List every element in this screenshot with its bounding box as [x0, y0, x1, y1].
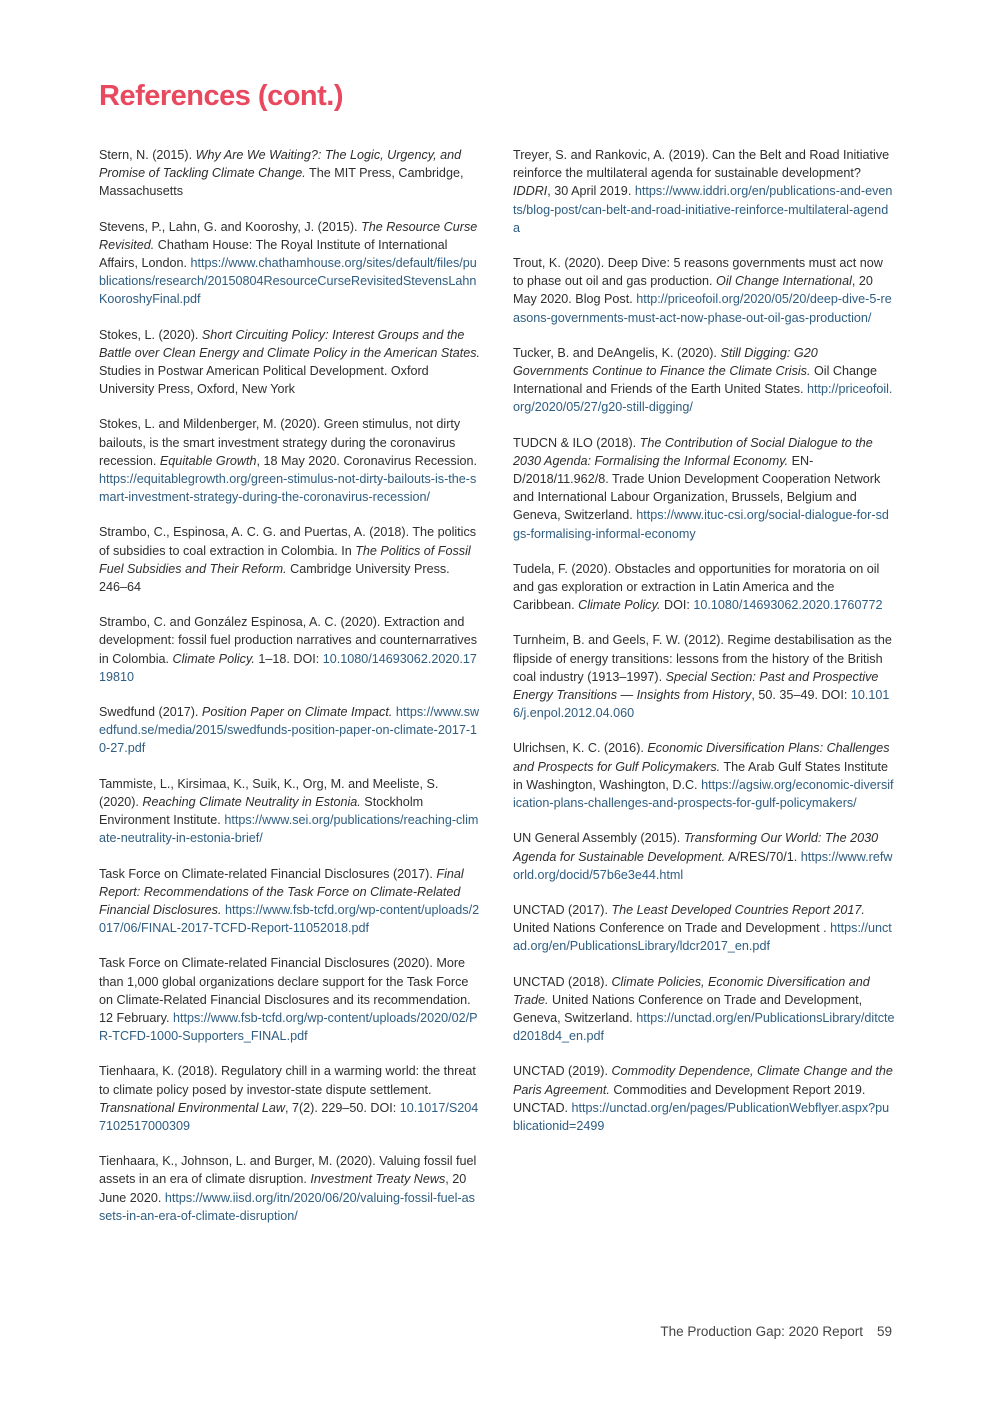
- reference-link[interactable]: 10.1017/S2047102517000309: [99, 1100, 479, 1133]
- report-title: The Production Gap: 2020 Report: [660, 1324, 863, 1339]
- reference-entry: Task Force on Climate-related Financial Disclosures (2017). Final Report: Recommendations of the Task Force on Climate-Related Financial Disclosures. https://www.fsb-tcfd.org/wp-content/uploads/2017/06/FINAL-2017-TCFD-Report-11052018.pdf: [99, 866, 480, 936]
- reference-entry: Tudela, F. (2020). Obstacles and opportunities for moratoria on oil and gas exploration or extraction in Latin America and the Caribbean. Climate Policy. DOI: 10.1080/14693062.2020.1760772: [513, 561, 883, 613]
- references-left-column: [99, 146, 481, 1242]
- reference-entry: Strambo, C. and González Espinosa, A. C. (2020). Extraction and development: fossil fuel production narratives and counternarratives in Colombia. Climate Policy. 1–18. DOI: 10.1080/14693062.2020.1719810: [99, 615, 478, 684]
- reference-link[interactable]: https://unctad.org/en/PublicationsLibrary/ldcr2017_en.pdf: [513, 921, 892, 954]
- reference-link[interactable]: https://www.refworld.org/docid/57b6e3e44.html: [513, 849, 893, 882]
- reference-entry: UNCTAD (2017). The Least Developed Countries Report 2017. United Nations Conference on Trade and Development . https://unctad.org/en/PublicationsLibrary/ldcr2017_en.pdf: [513, 902, 892, 954]
- reference-entry: Turnheim, B. and Geels, F. W. (2012). Regime destabilisation as the flipside of energy transitions: lessons from the history of the British coal industry (1913–1997). Special Section: Past and Prospective Energy Transitions — Insights from History, 50. 35–49. DOI: 10.1016/j.enpol.2012.04.060: [513, 633, 892, 721]
- reference-entry: Tucker, B. and DeAngelis, K. (2020). Still Digging: G20 Governments Continue to Finance the Climate Crisis. Oil Change International and Friends of the Earth United States. http://priceofoil.org/2020/05/27/g20-still-digging/: [513, 345, 893, 415]
- reference-entry: UNCTAD (2018). Climate Policies, Economic Diversification and Trade. United Nations Conference on Trade and Development, Geneva, Switzerland. https://unctad.org/en/PublicationsLibrary/ditcted2018d4_en.pdf: [513, 974, 895, 1044]
- reference-entry: Tienhaara, K. (2018). Regulatory chill in a warming world: the threat to climate policy posed by investor-state dispute settlement. Transnational Environmental Law, 7(2). 229–50. DOI: 10.1017/S2047102517000309: [99, 1064, 479, 1133]
- page-footer: [660, 1324, 892, 1339]
- reference-link[interactable]: https://unctad.org/en/pages/PublicationWebflyer.aspx?publicationid=2499: [513, 1100, 890, 1133]
- reference-link[interactable]: https://www.ituc-csi.org/social-dialogue-for-sdgs-formalising-informal-economy: [513, 508, 889, 541]
- reference-link[interactable]: https://www.iisd.org/itn/2020/06/20/valuing-fossil-fuel-assets-in-an-era-of-climate-disruption/: [99, 1190, 475, 1223]
- reference-link[interactable]: https://www.fsb-tcfd.org/wp-content/uploads/2020/02/PR-TCFD-1000-Supporters_FINAL.pdf: [99, 1010, 478, 1044]
- reference-entry: Task Force on Climate-related Financial Disclosures (2020). More than 1,000 global organizations declare support for the Task Force on Climate-Related Financial Disclosures and its recommendation. 12 February. https://www.fsb-tcfd.org/wp-content/uploads/2020/02/PR-TCFD-1000-Supporters_FINAL.pdf: [99, 956, 478, 1044]
- reference-link[interactable]: 10.1080/14693062.2020.1719810: [99, 651, 477, 684]
- reference-entry: Ulrichsen, K. C. (2016). Economic Diversification Plans: Challenges and Prospects for Gulf Policymakers. The Arab Gulf States Institute in Washington, Washington, D.C. https://agsiw.org/economic-diversification-plans-challenges-and-prospects-for-gulf-policymakers/: [513, 741, 894, 811]
- reference-link[interactable]: https://www.iddri.org/en/publications-and-events/blog-post/can-belt-and-road-initiative-reinforce-multilateral-agenda: [513, 184, 893, 235]
- reference-entry: Stevens, P., Lahn, G. and Kooroshy, J. (2015). The Resource Curse Revisited. Chatham House: The Royal Institute of International Affairs, London. https://www.chathamhouse.org/sites/default/files/publications/research/20150804ResourceCurseRevisitedStevensLahnKooroshyFinal.pdf: [99, 219, 478, 307]
- reference-entry: Tienhaara, K., Johnson, L. and Burger, M. (2020). Valuing fossil fuel assets in an era of climate disruption. Investment Treaty News, 20 June 2020. https://www.iisd.org/itn/2020/06/20/valuing-fossil-fuel-assets-in-an-era-of-climate-disruption/: [99, 1154, 477, 1223]
- reference-link[interactable]: http://priceofoil.org/2020/05/20/deep-dive-5-reasons-governments-must-act-now-phase-out-oil-gas-production/: [513, 292, 892, 325]
- reference-link[interactable]: https://agsiw.org/economic-diversification-plans-challenges-and-prospects-for-gulf-policymakers/: [513, 777, 894, 811]
- reference-link[interactable]: https://www.chathamhouse.org/sites/default/files/publications/research/20150804ResourceCurseRevisitedStevensLahnKooroshyFinal.pdf: [99, 256, 477, 307]
- reference-entry: UN General Assembly (2015). Transforming Our World: The 2030 Agenda for Sustainable Development. A/RES/70/1. https://www.refworld.org/docid/57b6e3e44.html: [513, 831, 893, 882]
- reference-entry: Swedfund (2017). Position Paper on Climate Impact. https://www.swedfund.se/media/2015/swedfunds-position-paper-on-climate-2017-10-27.pdf: [99, 705, 480, 756]
- reference-entry: Stokes, L. (2020). Short Circuiting Policy: Interest Groups and the Battle over Clean Energy and Climate Policy in the American States. Studies in Postwar American Political Development. Oxford University Press, Oxford, New York: [99, 327, 481, 397]
- reference-entry: UNCTAD (2019). Commodity Dependence, Climate Change and the Paris Agreement. Commodities and Development Report 2019. UNCTAD. https://unctad.org/en/pages/PublicationWebflyer.aspx?publicationid=2499: [513, 1064, 893, 1133]
- reference-link[interactable]: https://equitablegrowth.org/green-stimulus-not-dirty-bailouts-is-the-smart-investment-strategy-during-the-coronavirus-recession/: [99, 472, 477, 505]
- reference-entry: Stokes, L. and Mildenberger, M. (2020). Green stimulus, not dirty bailouts, is the smart investment strategy during the coronavirus recession. Equitable Growth, 18 May 2020. Coronavirus Recession. https://equitablegrowth.org/green-stimulus-not-dirty-bailouts-is-the-smart-investment-strategy-during-the-coronavirus-recession/: [99, 417, 478, 505]
- reference-entry: Strambo, C., Espinosa, A. C. G. and Puertas, A. (2018). The politics of subsidies to coal extraction in Colombia. In The Politics of Fossil Fuel Subsidies and Their Reform. Cambridge University Press. 246–64: [99, 525, 477, 595]
- page-number: 59: [876, 1324, 892, 1339]
- page-title: References (cont.): [99, 80, 344, 112]
- reference-entry: Treyer, S. and Rankovic, A. (2019). Can the Belt and Road Initiative reinforce the multilateral agenda for sustainable development? IDDRI, 30 April 2019. https://www.iddri.org/en/publications-and-events/blog-post/can-belt-and-road-initiative-reinforce-multilateral-agenda: [513, 148, 893, 235]
- reference-link[interactable]: https://www.swedfund.se/media/2015/swedfunds-position-paper-on-climate-2017-10-27.pdf: [99, 705, 480, 756]
- references-right-column: [513, 146, 895, 1152]
- reference-entry: TUDCN & ILO (2018). The Contribution of Social Dialogue to the 2030 Agenda: Formalising the Informal Economy. EN-D/2018/11.962/8. Trade Union Development Cooperation Network and International Labour Organization, Brussels, Belgium and Geneva, Switzerland. https://www.ituc-csi.org/social-dialogue-for-sdgs-formalising-informal-economy: [513, 435, 889, 541]
- reference-link[interactable]: http://priceofoil.org/2020/05/27/g20-still-digging/: [513, 382, 893, 415]
- reference-entry: Trout, K. (2020). Deep Dive: 5 reasons governments must act now to phase out oil and gas production. Oil Change International, 20 May 2020. Blog Post. http://priceofoil.org/2020/05/20/deep-dive-5-reasons-governments-must-act-now-phase-out-oil-gas-production/: [513, 256, 892, 325]
- reference-entry: Tammiste, L., Kirsimaa, K., Suik, K., Org, M. and Meeliste, S. (2020). Reaching Climate Neutrality in Estonia. Stockholm Environment Institute. https://www.sei.org/publications/reaching-climate-neutrality-in-estonia-brief/: [99, 776, 479, 846]
- reference-link[interactable]: https://www.fsb-tcfd.org/wp-content/uploads/2017/06/FINAL-2017-TCFD-Report-11052018.pdf: [99, 902, 480, 936]
- reference-link[interactable]: 10.1016/j.enpol.2012.04.060: [513, 688, 890, 721]
- reference-link[interactable]: 10.1080/14693062.2020.1760772: [693, 598, 883, 613]
- reference-link[interactable]: https://www.sei.org/publications/reaching-climate-neutrality-in-estonia-brief/: [99, 813, 479, 846]
- reference-entry: Stern, N. (2015). Why Are We Waiting?: The Logic, Urgency, and Promise of Tackling Climate Change. The MIT Press, Cambridge, Massachusetts: [99, 148, 464, 199]
- reference-link[interactable]: https://unctad.org/en/PublicationsLibrary/ditcted2018d4_en.pdf: [513, 1010, 895, 1044]
